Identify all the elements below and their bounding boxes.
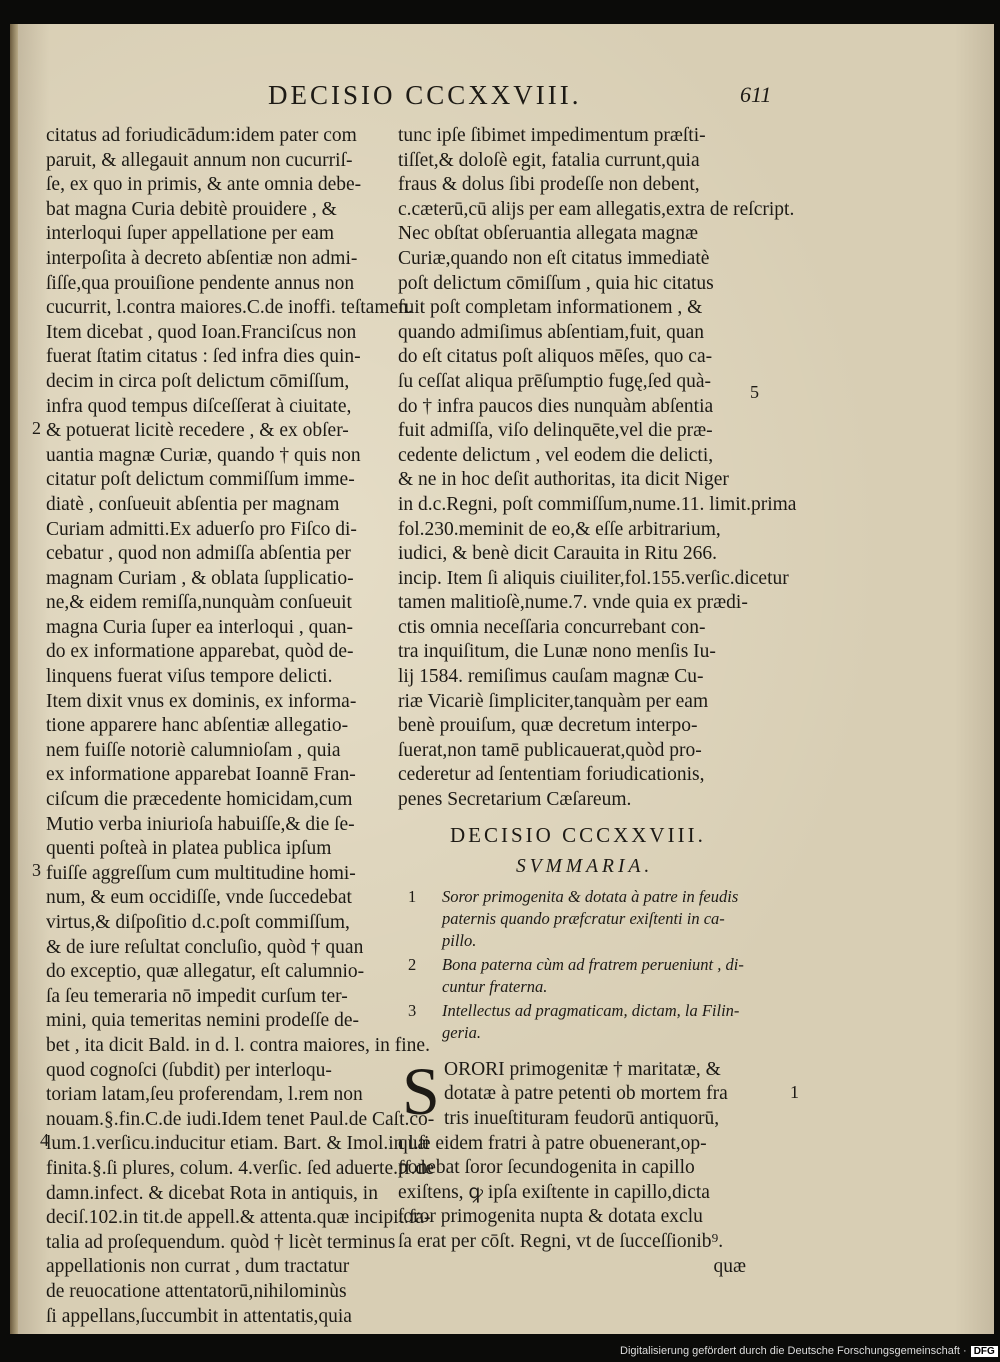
- margin-number-2: 2: [32, 418, 41, 438]
- text-line: & ne in hoc deſit authoritas, ita dicit Niger: [398, 469, 729, 491]
- credit-text: Digitalisierung gefördert durch die Deutsche Forschungsgemeinschaft ·: [620, 1345, 967, 1357]
- summaria-item-number: 3: [408, 1000, 417, 1020]
- text-line: poſt delictum cōmiſſum , quia hic citatus: [398, 272, 714, 294]
- dfg-logo: DFG: [971, 1346, 998, 1357]
- decision-body-lines: [398, 1052, 746, 1279]
- text-line: Curiam admitti.Ex aduerſo pro Fiſco di-: [46, 518, 357, 540]
- text-line: quenti poſteà in platea publica ipſum: [46, 838, 332, 860]
- text-line: ORORI primogenitæ † maritatæ, &: [444, 1058, 721, 1080]
- text-line: quod cognoſci (ſubdit) per interloqu-: [46, 1059, 332, 1081]
- text-line: do eſt citatus poſt aliquos mēſes, quo ca-: [398, 346, 713, 368]
- text-line: damn.infect. & dicebat Rota in antiquis, in: [46, 1182, 378, 1204]
- drop-capital: S: [402, 1052, 440, 1129]
- text-line: de reuocatione attentatorū,nihilominùs: [46, 1280, 347, 1302]
- text-line: infra quod tempus diſceſſerat à ciuitate,: [46, 395, 352, 417]
- margin-number-4: 4: [40, 1130, 49, 1150]
- text-line: Item dicebat , quod Ioan.Franciſcus non: [46, 321, 357, 343]
- summaria-list: [398, 886, 746, 1044]
- text-line: bet , ita dicit Bald. in d. l. contra maiores, in fine.: [46, 1034, 430, 1056]
- text-line: talia ad proſequendum. quòd † licèt terminus: [46, 1231, 396, 1253]
- text-line: do ex informatione apparebat, quòd de-: [46, 641, 354, 663]
- right-text-column: [398, 124, 797, 1279]
- text-line: citatus ad foriudicādum:idem pater com: [46, 125, 357, 146]
- text-line: quæ: [713, 1255, 746, 1277]
- summaria-item: [408, 886, 746, 952]
- text-line: fuit poſt completam informationem , &: [398, 297, 703, 319]
- text-line: tiſſet,& doloſè egit, fatalia currunt,quia: [398, 149, 700, 171]
- text-line: fol.230.meminit de eo,& eſſe arbitrarium,: [398, 518, 721, 540]
- text-line: tunc ipſe ſibimet impedimentum præſti-: [398, 125, 706, 146]
- text-line: dotatæ à patre petenti ob mortem fra: [444, 1083, 728, 1105]
- text-line: iudici, & benè dicit Carauita in Ritu 266.: [398, 543, 717, 565]
- text-line: nem fuiſſe notoriè calumnioſam , quia: [46, 739, 341, 761]
- text-line: cederetur ad ſententiam foriudicationis,: [398, 764, 705, 786]
- text-line: lum.1.verſicu.inducitur etiam. Bart. & Imol.in l.ſi: [46, 1133, 430, 1155]
- text-line: citatur poſt delictum commiſſum imme-: [46, 469, 355, 491]
- text-line: benè prouiſum, quæ decretum interpo-: [398, 715, 698, 737]
- text-line: Item dixit vnus ex dominis, ex informa-: [46, 690, 357, 712]
- text-line: Mutio verba iniurioſa habuiſſe,& die ſe-: [46, 813, 355, 835]
- text-line: quæ eidem fratri à patre obuenerant,op-: [398, 1132, 707, 1154]
- text-line: ſe, ex quo in primis, & ante omnia debe-: [46, 174, 362, 196]
- text-line: interloqui ſuper appellatione per eam: [46, 223, 335, 245]
- text-line: fraus & dolus ſibi prodeſſe non debent,: [398, 174, 700, 196]
- text-line: cedente delictum , vel eodem die delicti,: [398, 444, 714, 466]
- text-line: num, & eum occidiſſe, vnde ſuccedebat: [46, 887, 352, 909]
- summaria-item-text: Soror primogenita & dotata à patre in feudis paternis quando præfcratur exiſtenti in ca- pillo.: [442, 886, 739, 950]
- text-line: ſu ceſſat aliqua prēſumptio fugę,ſed quà-: [398, 370, 711, 392]
- left-text-column: [46, 124, 435, 1329]
- margin-number-3: 3: [32, 860, 41, 880]
- summaria-item-number: 2: [408, 954, 417, 974]
- text-line: fuiſſe aggreſſum cum multitudine homi-: [46, 862, 356, 884]
- text-line: ſoror primogenita nupta & dotata exclu: [398, 1206, 703, 1228]
- text-line: bat magna Curia debitè prouidere , &: [46, 198, 337, 220]
- summaria-item-text: Bona paterna cùm ad fratrem perueniunt , di- cuntur fraterna.: [442, 954, 744, 996]
- text-line: riæ Vicariè ſimpliciter,tanquàm per eam: [398, 690, 709, 712]
- text-line: quando admiſimus abſentiam,fuit, quan: [398, 321, 704, 343]
- text-line: interpoſita à decreto abſentiæ non admi-: [46, 247, 358, 269]
- text-line: ex informatione apparebat Ioannē Fran-: [46, 764, 356, 786]
- text-line: ſiſſe,qua prouiſione pendente annus non: [46, 272, 355, 294]
- text-line: finita.§.ſi plures, colum. 4.verſic. ſed aduerte.ff.de: [46, 1157, 434, 1179]
- margin-number-5: 5: [750, 382, 759, 402]
- text-line: lij 1584. remiſimus cauſam magnæ Cu-: [398, 666, 704, 688]
- page-spine-edge: [10, 24, 18, 1334]
- margin-number-1: 1: [790, 1082, 799, 1102]
- section-heading: DECISIO CCCXXVIII.: [450, 822, 706, 847]
- text-line: do † infra paucos dies nunquàm abſentia: [398, 395, 714, 417]
- book-page: [10, 24, 994, 1334]
- text-line: exiſtens, ꝙ ipſa exiſtente in capillo,dicta: [398, 1181, 710, 1203]
- text-line: c.cæterū,cū alijs per eam allegatis,extra de reſcript.: [398, 198, 795, 220]
- text-line: penes Secretarium Cæſareum.: [398, 789, 632, 811]
- text-line: mini, quia temeritas nemini prodeſſe de-: [46, 1010, 359, 1032]
- text-line: tione apparere hanc abſentiæ allegatio-: [46, 715, 349, 737]
- text-line: & de iure reſultat concluſio, quòd † quan: [46, 936, 364, 958]
- text-line: tris inueſtituram feudorū antiquorū,: [444, 1108, 720, 1129]
- text-line: ponebat ſoror ſecundogenita in capillo: [398, 1157, 695, 1179]
- text-line: cucurrit, l.contra maiores.C.de inoffi. teſtamen.: [46, 297, 413, 319]
- text-line: ne,& eidem remiſſa,nunquàm conſueuit: [46, 592, 352, 614]
- text-line: incip. Item ſi aliquis ciuiliter,fol.155.verſic.dicetur: [398, 567, 789, 589]
- text-line: do exceptio, quæ allegatur, eſt calumnio-: [46, 961, 365, 983]
- text-line: & potuerat licitè recedere , & ex obſer-: [46, 420, 349, 442]
- text-line: diatè , conſueuit abſentia per magnam: [46, 493, 340, 515]
- text-line: fuerat ſtatim citatus : ſed infra dies quin-: [46, 346, 361, 368]
- text-line: deciſ.102.in tit.de appell.& attenta.quæ incipit.fa-: [46, 1207, 431, 1229]
- page-folio-number: 611: [740, 82, 772, 107]
- text-line: magna Curia ſuper ea interloqui , quan-: [46, 616, 354, 638]
- text-line: tra inquiſitum, die Lunæ nono menſis Iu-: [398, 641, 716, 663]
- summaria-item: [408, 954, 746, 998]
- text-line: decim in circa poſt delictum cōmiſſum,: [46, 370, 350, 392]
- text-line: ſa erat per cōſt. Regni, vt de ſucceſſionib⁹.: [398, 1230, 724, 1252]
- text-line: uantia magnæ Curiæ, quando † quis non: [46, 444, 361, 466]
- right-column-continued-text: [398, 124, 797, 813]
- summaria-item: [408, 1000, 746, 1044]
- text-line: Curiæ,quando non eſt citatus immediatè: [398, 247, 710, 269]
- text-line: ſuerat,non tamē publicauerat,quòd pro-: [398, 739, 702, 761]
- summaria-item-text: Intellectus ad pragmaticam, dictam, la Filin- geria.: [442, 1000, 740, 1042]
- text-line: paruit, & allegauit annum non cucurriſ-: [46, 149, 353, 171]
- text-line: cebatur , quod non admiſſa abſentia per: [46, 543, 351, 565]
- text-line: virtus,& diſpoſitio d.c.poſt commiſſum,: [46, 912, 350, 933]
- text-line: magnam Curiam , & oblata ſupplicatio-: [46, 567, 354, 589]
- text-line: ſa ſeu temeraria nō impedit curſum ter-: [46, 985, 348, 1007]
- text-line: ſi appellans,ſuccumbit in attentatis,quia: [46, 1305, 352, 1327]
- text-line: ctis omnia neceſſaria concurrebant con-: [398, 616, 706, 638]
- decision-body-text: [398, 1052, 746, 1279]
- running-header-title: DECISIO CCCXXVIII.: [268, 80, 582, 110]
- text-line: in d.c.Regni, poſt commiſſum,nume.11. limit.prima: [398, 493, 797, 515]
- text-line: nouam.§.fin.C.de iudi.Idem tenet Paul.de Caſt.co-: [46, 1108, 435, 1130]
- text-line: fuit admiſſa, viſo delinquēte,vel die præ-: [398, 420, 713, 442]
- summaria-heading: SVMMARIA.: [516, 856, 654, 878]
- text-line: appellationis non currat , dum tractatur: [46, 1256, 350, 1278]
- text-line: Nec obſtat obſeruantia allegata magnæ: [398, 223, 698, 245]
- text-line: tamen malitioſè,nume.7. vnde quia ex prædi-: [398, 592, 748, 614]
- summaria-item-number: 1: [408, 886, 417, 906]
- text-line: ciſcum die præcedente homicidam,cum: [46, 789, 353, 811]
- text-line: toriam latam,ſeu proferendam, l.rem non: [46, 1084, 363, 1106]
- text-line: linquens fuerat viſus tempore delicti.: [46, 666, 333, 688]
- digitization-credit: [620, 1345, 998, 1357]
